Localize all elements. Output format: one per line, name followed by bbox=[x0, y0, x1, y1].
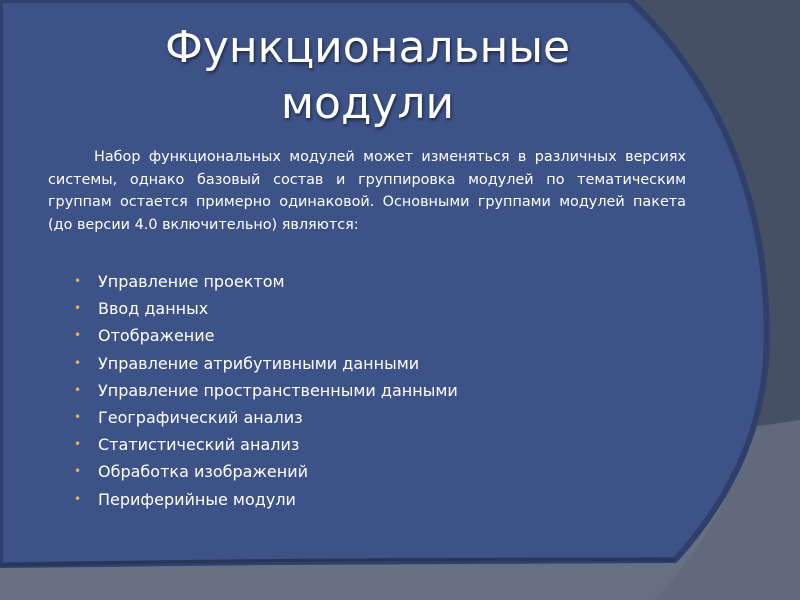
body-paragraph: Набор функциональных модулей может изменяться в различных версиях системы, однако базовый состав и группировка модулей по тематическим группам остается примерно одинаковой. Основными группами модулей пакета (до версии 4.0 включительно) являются: bbox=[48, 149, 686, 233]
list-item bbox=[74, 295, 458, 322]
bullet-icon: • bbox=[74, 437, 82, 452]
list-item bbox=[74, 458, 458, 485]
list-item bbox=[74, 350, 458, 377]
bullet-icon: • bbox=[74, 464, 82, 479]
list-item-label: Ввод данных bbox=[98, 299, 209, 319]
bullet-icon: • bbox=[74, 491, 82, 506]
bullet-icon: • bbox=[74, 355, 82, 370]
list-item bbox=[74, 268, 458, 295]
list-item-label: Отображение bbox=[98, 326, 215, 346]
list-item bbox=[74, 431, 458, 458]
title-line-2: модули bbox=[280, 78, 455, 129]
list-item-label: Периферийные модули bbox=[98, 489, 296, 509]
list-item-label: Управление проектом bbox=[98, 272, 285, 291]
slide-title bbox=[0, 20, 735, 132]
list-item-label: Географический анализ bbox=[98, 407, 303, 427]
list-item-label: Управление пространственными данными bbox=[98, 380, 458, 400]
list-item bbox=[74, 486, 458, 513]
list-item-label: Управление атрибутивными данными bbox=[98, 353, 420, 373]
list-item bbox=[74, 322, 458, 349]
bullet-icon: • bbox=[74, 274, 82, 288]
bullet-icon: • bbox=[74, 409, 82, 424]
list-item bbox=[74, 377, 458, 404]
bullet-icon: • bbox=[74, 382, 82, 397]
bullet-icon: • bbox=[74, 328, 82, 343]
module-list bbox=[74, 268, 458, 513]
list-item bbox=[74, 404, 458, 431]
title-line-1: Функциональные bbox=[164, 22, 571, 73]
list-item-label: Обработка изображений bbox=[98, 462, 308, 482]
bullet-icon: • bbox=[74, 301, 82, 316]
list-item-label: Статистический анализ bbox=[98, 435, 300, 455]
